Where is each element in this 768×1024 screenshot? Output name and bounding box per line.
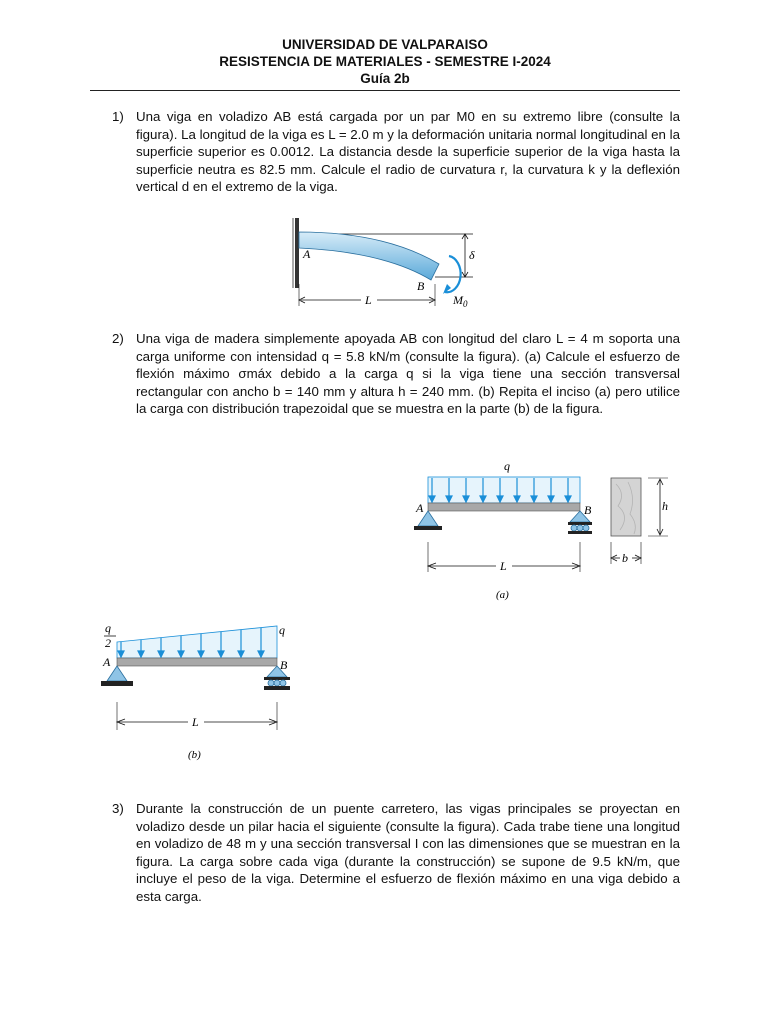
point-b-label: B xyxy=(280,658,288,672)
problem-text: Durante la construcción de un puente carretero, las vigas principales se proyectan en voladizo desde un pilar hacia el siguiente (consulte la figura). Cada trabe tiene una longitud en voladizo de 48 m y una sección transversal I con las dimensiones que se muestran en la figura. La carga sobre cada viga (durante la construcción) se supone de 9.5 kN/m, que incluye el peso de la viga. Determine el esfuerzo de flexión máximo en una viga debido a esta carga. xyxy=(136,801,680,904)
fixed-wall xyxy=(295,218,299,288)
length-label: L xyxy=(192,715,199,729)
problem-2 xyxy=(112,330,680,440)
document-header xyxy=(90,36,680,87)
problem-number: 3) xyxy=(112,801,124,816)
problem-1 xyxy=(112,108,680,198)
figure-2b xyxy=(96,618,306,768)
problem-number: 2) xyxy=(112,331,124,346)
load-q-label: q xyxy=(279,623,285,637)
guide-title: Guía 2b xyxy=(360,71,410,86)
header-divider xyxy=(90,90,680,91)
point-b-label: B xyxy=(417,279,425,293)
point-a-label: A xyxy=(303,247,311,261)
point-a-label: A xyxy=(103,655,111,669)
moment-label: $M_0$ xyxy=(453,293,468,309)
delta-label: δ xyxy=(469,248,475,262)
university-title: UNIVERSIDAD DE VALPARAISO xyxy=(282,37,488,52)
load-half-q-numerator: q xyxy=(105,621,111,635)
length-label: L xyxy=(365,293,372,307)
figure-caption: (b) xyxy=(188,749,201,761)
problem-text: Una viga en voladizo AB está cargada por un par M0 en su extremo libre (consulte la figura). La longitud de la viga es L = 2.0 m y la deformación unitaria normal longitudinal en la superficie superior es 0.0012. La distancia desde la superficie superior de la viga hasta la superficie neutra es 82.5 mm. Calcule el radio de curvatura r, la curvatura k y la deflexión vertical d en el extremo de la viga. xyxy=(136,109,680,194)
problem-number: 1) xyxy=(112,109,124,124)
beam xyxy=(428,503,580,511)
curved-beam xyxy=(299,232,439,280)
length-label: L xyxy=(500,559,507,573)
cross-section xyxy=(611,478,641,536)
problem-3 xyxy=(112,800,680,910)
problem-text: Una viga de madera simplemente apoyada AB con longitud del claro L = 4 m soporta una carga uniforme con intensidad q = 5.8 kN/m (consulte la figura). (a) Calcule el esfuerzo de flexión máximo σmáx debido a la carga q si la viga tiene una sección transversal rectangular con ancho b = 140 mm y altura h = 240 mm. (b) Repita el inciso (a) pero utilice la carga con distribución trapezoidal que se muestra en la parte (b) de la figura. xyxy=(136,331,680,416)
beam xyxy=(117,658,277,666)
figure-2a xyxy=(408,454,678,604)
load-q-label: q xyxy=(504,459,510,473)
load-half-q-denominator: 2 xyxy=(105,636,111,650)
point-a-label: A xyxy=(416,501,424,515)
figure-cantilever xyxy=(285,214,485,314)
course-title: RESISTENCIA DE MATERIALES - SEMESTRE I-2024 xyxy=(219,54,551,69)
width-label: b xyxy=(622,551,628,565)
point-b-label: B xyxy=(584,503,592,517)
figure-caption: (a) xyxy=(496,589,509,601)
height-label: h xyxy=(662,499,668,513)
